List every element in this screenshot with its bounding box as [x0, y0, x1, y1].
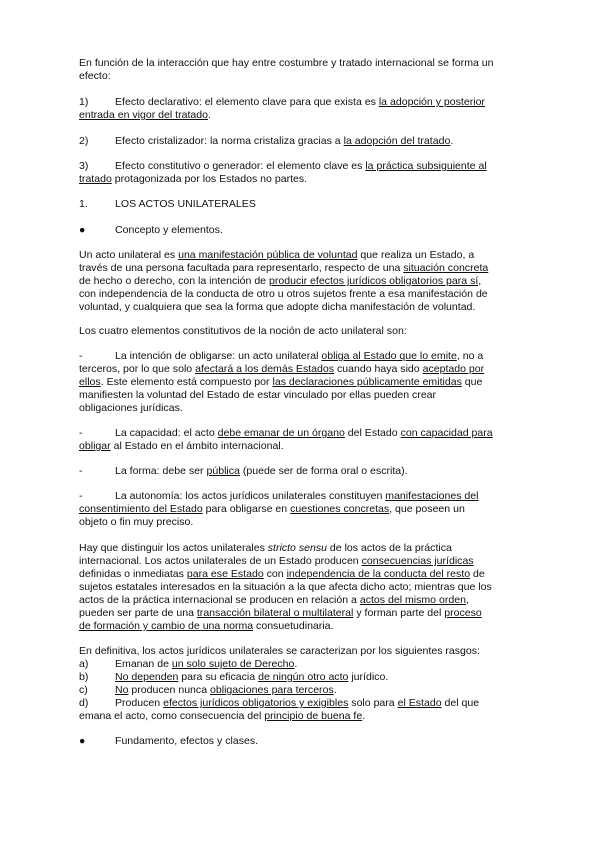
elemento-capacidad: - La capacidad: el acto debe emanar de un órgano del Estado con capacidad para obligar al Estado en el ámbito internacional. — [79, 427, 493, 452]
cuatro-elementos-intro: Los cuatro elementos constitutivos de la noción de acto unilateral son: — [79, 325, 407, 337]
intro-line-1: En función de la interacción que hay entre costumbre y tratado internacional se forma un — [79, 57, 494, 69]
efecto-3-key: la práctica subsiguiente al — [365, 160, 487, 172]
dash-3: - — [79, 465, 83, 477]
bullet-concepto-text: Concepto y elementos. — [115, 224, 223, 236]
efecto-3: 3) Efecto constitutivo o generador: el elemento clave es la práctica subsiguiente al tratado protagonizada por los Estados no partes. — [79, 160, 487, 185]
efecto-2-key: la adopción del tratado — [343, 135, 451, 147]
rasgos-list: En definitiva, los actos jurídicos unilaterales se caracterizan por los siguientes rasgos: a) Emanan de un solo sujeto de Derecho. b) No dependen para su eficacia de ningún otro acto jurídico. c) No producen nunca obligaciones para terceros. d) Producen efectos jurídicos obligatorios y exigibles solo para el Estado del que emana el acto, como consecuencia del principio de buena fe. — [79, 645, 515, 723]
section-title: LOS ACTOS UNILATERALES — [115, 198, 256, 210]
rasgo-a: a) Emanan de un solo sujeto de Derecho. — [79, 658, 298, 670]
rasgo-b: b) No dependen para su eficacia de ningún otro acto jurídico. — [79, 671, 389, 683]
elemento-forma: - La forma: debe ser pública (puede ser de forma oral o escrita). — [79, 465, 408, 477]
distinguir-paragraph: Hay que distinguir los actos unilaterales stricto sensu de los actos de la práctica internacional. Los actos unilaterales de un Estado producen consecuencias jurídicas definidas o inmediatas para ese Estado con independencia de la conducta del resto de sujetos estatales interesados en la situación a la que afecta dicho acto; mientras que los actos de la práctica internacional se producen en relación a actos del mismo orden, pueden ser parte de una transacción bilateral o multilateral y forman parte del proceso de formación y cambio de una norma consuetudinaria. — [79, 542, 492, 632]
intro-line-2: efecto: — [79, 70, 111, 82]
elemento-intencion: - La intención de obligarse: un acto unilateral obliga al Estado que lo emite, no a terceros, por lo que solo afectará a los demás Estados cuando haya sido aceptado por ellos. Este elemento está compuesto por las declaraciones públicamente emitidas que manifiesten la voluntad del Estado de estar vinculado por ellas pueden crear obligaciones jurídicas. — [79, 350, 485, 414]
bullet-concepto — [79, 224, 515, 237]
elemento-autonomia: - La autonomía: los actos jurídicos unilaterales constituyen manifestaciones del consentimiento del Estado para obligarse en cuestiones concretas, que poseen un objeto o fin muy preciso. — [79, 490, 479, 528]
bullet-icon: ● — [79, 735, 86, 747]
bullet-fundamento — [79, 735, 515, 748]
dash-2: - — [79, 427, 83, 439]
efecto-2: 2) Efecto cristalizador: la norma cristaliza gracias a la adopción del tratado. — [79, 135, 454, 147]
intro-paragraph — [79, 57, 515, 83]
efecto-2-number: 2) — [79, 135, 89, 147]
rasgo-c: c) No producen nunca obligaciones para terceros. — [79, 684, 337, 696]
efecto-3-number: 3) — [79, 160, 89, 172]
section-heading — [79, 198, 515, 211]
definicion-paragraph: Un acto unilateral es una manifestación pública de voluntad que realiza un Estado, a través de una persona facultada para representarlo, respecto de una situación concreta de hecho o derecho, con la intención de producir efectos jurídicos obligatorios para sí, con independencia de la conducta de otro u otros sujetos frente a esa manifestación de voluntad, y cualquiera que sea la forma que adopte dicha manifestación de voluntad. — [79, 249, 489, 313]
efecto-1-number: 1) — [79, 96, 89, 108]
efecto-1: 1) Efecto declarativo: el elemento clave para que exista es la adopción y posterior entrada en vigor del tratado. — [79, 96, 485, 121]
section-number: 1. — [79, 198, 88, 210]
dash-4: - — [79, 490, 83, 502]
dash-1: - — [79, 350, 83, 362]
efecto-1-key: la adopción y posterior — [378, 96, 485, 108]
rasgos-intro: En definitiva, los actos jurídicos unilaterales se caracterizan por los siguientes rasgos: — [79, 645, 480, 657]
bullet-fundamento-text: Fundamento, efectos y clases. — [115, 735, 259, 747]
bullet-icon: ● — [79, 224, 86, 236]
rasgo-d: d) Producen efectos jurídicos obligatorios y exigibles solo para el Estado del que — [79, 697, 480, 709]
